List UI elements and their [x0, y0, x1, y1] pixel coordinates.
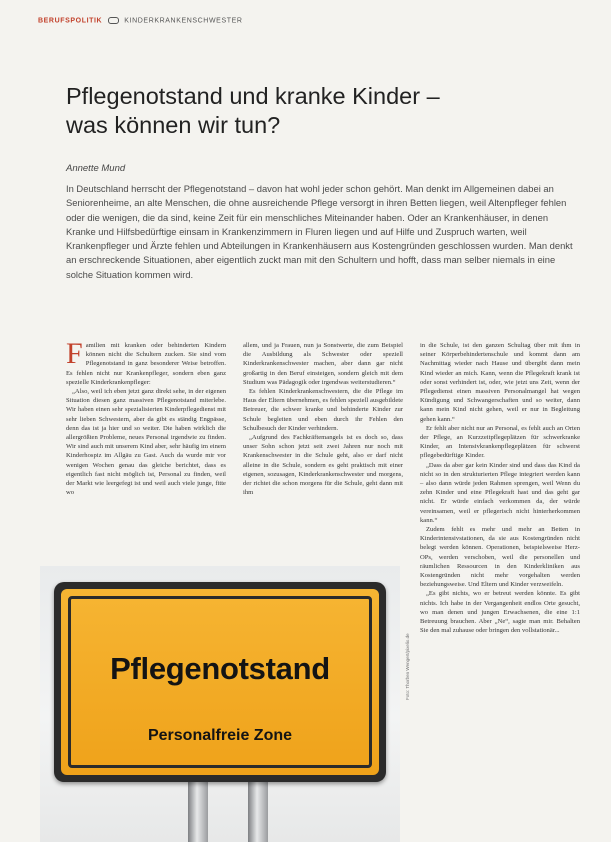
paragraph [420, 525, 580, 589]
road-sign-photo [40, 566, 400, 842]
paragraph-text: „Aufgrund des Fachkräftemangels ist es doch so, dass unser Sohn schon jetzt seit zwei Jahren nur noch mit Krankenschwester in die Schule geht, also er darf nicht alleine in die Schule, sondern es geht praktisch mit einer eigenen, sozusagen, Kinderkrankenschwester und morgens, der richtet die schon morgens für die Schule, geht dann mit ihm [243, 434, 403, 497]
paragraph-text: amilien mit kranken oder behinderten Kindern können nicht die Schultern zucken. Sie sind vom Pflegenotstand in ganz besonderer Weise betroffen. Es fehlen nicht nur Krankenpfleger, sondern eben ganz spezielle Kinderkrankenpfleger: [66, 342, 226, 386]
subsection-label: KINDERKRANKENSCHWESTER [124, 17, 243, 25]
paragraph-text: Es fehlen Kinderkrankenschwestern, die die Pflege im Haus der Eltern übernehmen, es fehlen speziell ausgebildete Betreuer, die schwer kranke und behinderte Kinder zur Schule begleiten und eben durch ihr Fehlen den Schulbesuch der Kinder verhindern. [243, 388, 403, 432]
section-label: BERUFSPOLITIK [38, 17, 103, 25]
paragraph-text: „Dass da aber gar kein Kinder sind und dass das Kind da nicht so in den strukturierten Pflege integriert werden kann – also dann würde jeden Rahmen sprengen, weil Wenn du zehn Kinder und eine Pflegekraft hast und das geht gar nicht. Er würde einfach verkommen da, der würde vereinsamen, weil er pflegerisch nicht hinterherkommen kann.“ [420, 461, 580, 524]
sign-main-text: Pflegenotstand [110, 651, 330, 686]
vehicle-icon [108, 17, 119, 24]
paragraph [420, 461, 580, 525]
drop-cap: F [66, 337, 83, 370]
author-name: Annette Mund [66, 163, 126, 174]
title-line-1: Pflegenotstand und kranke Kinder – [66, 83, 440, 109]
running-header [38, 17, 243, 24]
paragraph-text: „Also, weil ich eben jetzt ganz direkt sehe, in der eigenen Situation diesen ganz massiven Pflegenotstand miterlebe. Wir haben einen sehr spezialisierten Kinderpflegedienst mit sehr lieben Schwestern, aber da gibt es ständig Engpässe, denn das ist ja hier und so weiter. Die haben wirklich die allergrößten Probleme, neues Personal irgendwie zu finden. Wir sind auch mit unserem Kind aber, sehr häufig im einem Kinderhospiz im Allgäu zu Gast. Auch da wurde mir vor wenigen Wochen genau das gleiche berichtet, dass es eigentlich fast nicht möglich ist, Personal zu finden, weil der Markt wie leergefegt ist und weil auch viele junge, fitte wo [66, 388, 226, 497]
paragraph [420, 589, 580, 635]
paragraph [243, 341, 403, 387]
paragraph [420, 424, 580, 461]
text-column-1 [66, 337, 226, 497]
paragraph-text: allem, und ja Frauen, nun ja Sonstwerte, die zum Beispiel die Ausbildung als Schwester oder speziell Kinderkrankenschwester machen, aber dann gar nicht großartig in den Beruf einsteigen, sondern gleich mit dem Studium was Pädagogik oder irgendwas weiterstudieren.“ [243, 342, 403, 386]
article-title [66, 82, 546, 140]
town-sign [54, 582, 386, 782]
photo-credit: Foto: Thorben Wengert/pixelio.de [405, 633, 410, 700]
paragraph-text: „Es gibt nichts, wo er betreut werden könnte. Es gibt nichts. Ich habe in der Vergangenheit endlos Orte gesucht, wo man denen und jungen Erwachsenen, die eine 1:1 Betreuung brauchen. Aber „Ne“, sagte man mir. Behalten Sie den mal zuhause oder bringen den vollstationär... [420, 590, 580, 635]
paragraph [243, 433, 403, 497]
lead-paragraph: In Deutschland herrscht der Pflegenotstand – davon hat wohl jeder schon gehört. Man denkt im Allgemeinen dabei an Seniorenheime, an alte Menschen, die ohne ausreichende Pflege versorgt in ihren Betten liegen, weil Altenpfleger fehlen oder die wenigen, die da sind, keine Zeit für ein menschliches Miteinander haben. Oder an Krankenhäuser, in denen Kranke und Hilfsbedürftige einsam in Krankenzimmern in Fluren liegen und auf Hilfe und Zuspruch warten, weil Krankenpfleger und Ärzte fehlen und Abteilungen in Krankenhäusern aus Kostengründen geschlossen wurden. Man denkt an erschreckende Situationen, aber eigentlich zuckt man mit den Schultern und hofft, dass man selber niemals in eine solche Situation kommen wird. [66, 183, 573, 280]
sign-sub-text: Personalfreie Zone [147, 727, 293, 744]
paragraph [66, 387, 226, 497]
paragraph-text: in die Schule, ist den ganzen Schultag über mit ihm in seiner Körperbehindertenschule und kommt dann am Nachmittag wieder nach Hause und übergibt dann mein Kind wieder an mich. Kann, wenn die Pflegekraft krank ist oder sonst verhindert ist, oder, wie jetzt uns Zeit, wenn der Pflegedienst einen massiven Personalmangel hat wegen Kündigung und Schwangerschaften und so weiter, dann kann mein Kind nicht gehen, weil er nur in Begleitung gehen kann.“ [420, 342, 580, 423]
paragraph-text: Er fehlt aber nicht nur an Personal, es fehlt auch an Orten der Pflege, an Kurzzeitpflegeplätzen für schwerkranke Kinder, an Intensivkrankenpflegeplätzen für schwerst pflegebedürftige Kinder. [420, 424, 580, 460]
text-column-3 [420, 341, 580, 636]
paragraph [243, 387, 403, 433]
paragraph [420, 341, 580, 424]
text-column-2 [243, 341, 403, 497]
paragraph-text: Zudem fehlt es mehr und mehr an Betten in Kinderintensivstationen, da sie aus Kostengründen nicht belegt werden können. Operationen, beispielsweise Herz-OPs, werden verschoben, weil die personellen und räumlichen Ressourcen in den Kinderkliniken aus Kostengründen nicht mehr vorgehalten werden beziehungsweise. Und Eltern und Kinder verzweifeln. [420, 526, 580, 589]
title-line-2: was können wir tun? [66, 112, 281, 138]
paragraph [66, 337, 226, 387]
sign-face [61, 589, 379, 775]
